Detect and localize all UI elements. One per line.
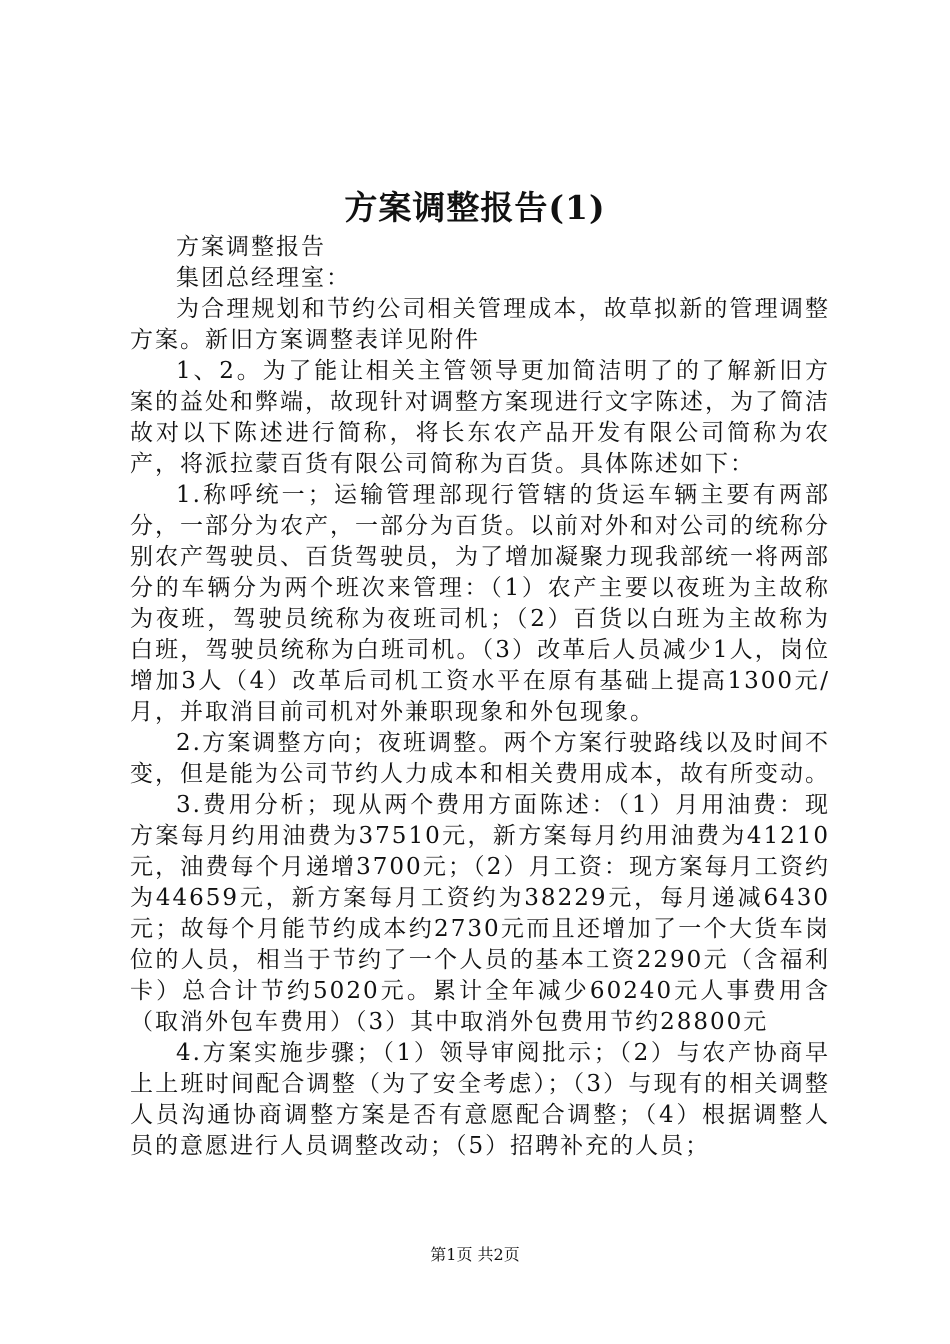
paragraph-item-1: 1.称呼统一；运输管理部现行管辖的货运车辆主要有两部分，一部分为农产，一部分为百货。以前对外和对公司的统称分别农产驾驶员、百货驾驶员，为了增加凝聚力现我部统一将两部分的车辆分为两个班次来管理：（1）农产主要以夜班为主故称为夜班，驾驶员统称为夜班司机；（2）百货以白班为主故称为白班，驾驶员统称为白班司机。（3）改革后人员减少1人，岗位增加3人（4）改革后司机工资水平在原有基础上提高1300元/月，并取消目前司机对外兼职现象和外包现象。 [130,482,830,725]
paragraph-overview: 1、2。为了能让相关主管领导更加简洁明了的了解新旧方案的益处和弊端，故现针对调整方案现进行文字陈述，为了简洁故对以下陈述进行简称，将长东农产品开发有限公司简称为农产，将派拉蒙百货有限公司简称为百货。具体陈述如下： [130,358,830,477]
document-body [130,232,830,1162]
paragraph-intro: 为合理规划和节约公司相关管理成本，故草拟新的管理调整方案。新旧方案调整表详见附件 [130,296,830,353]
paragraph-item-3: 3.费用分析；现从两个费用方面陈述：（1）月用油费：现方案每月约用油费为37510元，新方案每月约用油费为41210元，油费每个月递增3700元；（2）月工资：现方案每月工资约为44659元，新方案每月工资约为38229元，每月递减6430元；故每个月能节约成本约2730元而且还增加了一个大货车岗位的人员，相当于节约了一个人员的基本工资2290元（含福利卡）总合计节约5020元。累计全年减少60240元人事费用含（取消外包车费用）（3）其中取消外包费用节约28800元 [130,792,830,1035]
paragraph-subject: 方案调整报告 [176,234,326,260]
paragraph-item-2: 2.方案调整方向；夜班调整。两个方案行驶路线以及时间不变，但是能为公司节约人力成本和相关费用成本，故有所变动。 [130,730,830,787]
document-title: 方案调整报告(1) [344,188,606,227]
paragraph-recipient: 集团总经理室： [176,265,351,291]
paragraph-item-4: 4.方案实施步骤；（1）领导审阅批示；（2）与农产协商早上上班时间配合调整（为了安全考虑）；（3）与现有的相关调整人员沟通协商调整方案是否有意愿配合调整；（4）根据调整人员的意愿进行人员调整改动；（5）招聘补充的人员； [130,1040,830,1159]
page-footer: 第1页 共2页 [430,1245,520,1264]
